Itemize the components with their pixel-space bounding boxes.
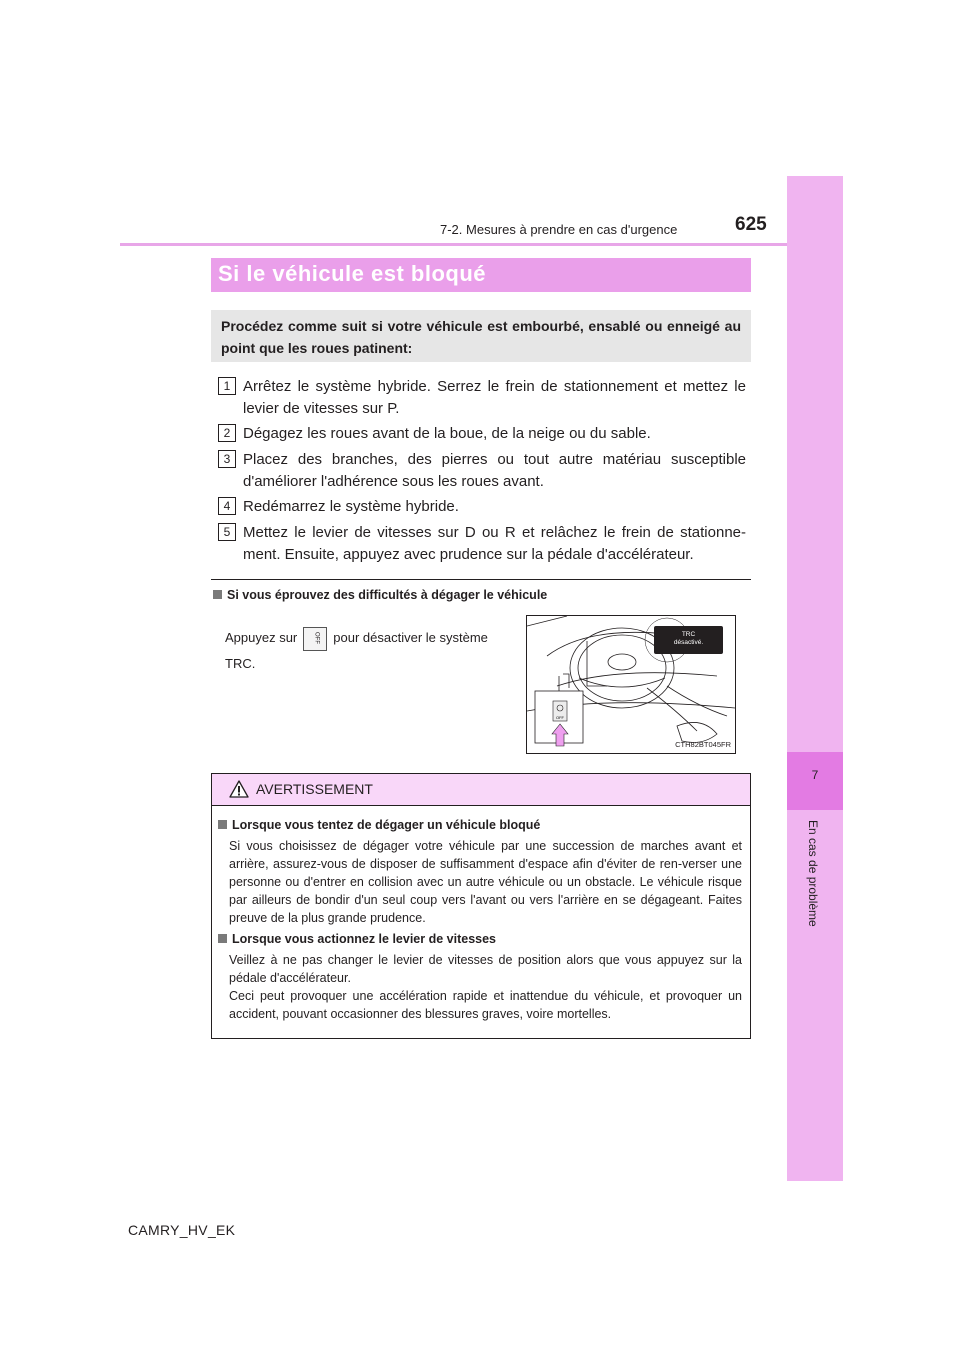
warning-box [211, 773, 751, 1039]
step-number-4: 4 [218, 497, 236, 515]
step-text-4: Redémarrez le système hybride. [243, 498, 459, 515]
step-text-2: Dégagez les roues avant de la boue, de la neige ou du sable. [243, 425, 651, 442]
warning-title: AVERTISSEMENT [256, 781, 373, 797]
step-number-2: 2 [218, 424, 236, 442]
step-text-3: Placez des branches, des pierres ou tout autre matériau susceptible d'améliorer l'adhérence sous les roues avant. [243, 451, 746, 490]
section-header: 7-2. Mesures à prendre en cas d'urgence [440, 222, 678, 237]
square-bullet-icon [218, 820, 227, 829]
chapter-title: En cas de problème [806, 820, 820, 927]
trc-instruction: Appuyez sur OFF pour désactiver le système TRC. [225, 625, 510, 677]
dashboard-illustration [526, 615, 736, 754]
illustration-switch-label: OFF [556, 715, 564, 720]
footer-model-code: CAMRY_HV_EK [128, 1222, 236, 1238]
step-number-1: 1 [218, 377, 236, 395]
warning-header [212, 774, 750, 806]
warning-item-1-heading: Lorsque vous tentez de dégager un véhicule bloqué [218, 818, 540, 832]
trc-display-message: TRC désactivé. [654, 626, 723, 654]
chapter-side-tab [787, 176, 843, 1181]
warning-item-2-text: Veillez à ne pas changer le levier de vitesses de position alors que vous appuyez sur la pédale d'accélérateur. Ceci peut provoquer une accélération rapide et inattendue du véhicule, et provoquer un accident, pouvant occasionner des blessures graves, voire mortelles. [229, 953, 742, 1021]
step-text-5: Mettez le levier de vitesses sur D ou R et relâchez le frein de stationne-ment. Ensuite, appuyez avec prudence sur la pédale d'accélérateur. [243, 524, 746, 563]
page-title: Si le véhicule est bloqué [211, 258, 751, 292]
intro-box: Procédez comme suit si votre véhicule est embourbé, ensablé ou enneigé au point que les roues patinent: [211, 310, 751, 362]
step-number-3: 3 [218, 450, 236, 468]
difficulty-heading: Si vous éprouvez des difficultés à dégager le véhicule [213, 588, 547, 602]
warning-item-2-heading: Lorsque vous actionnez le levier de vitesses [218, 932, 496, 946]
square-bullet-icon [218, 934, 227, 943]
section-divider [211, 579, 751, 580]
figure-code: CTH82BT045FR [675, 740, 731, 749]
page-number: 625 [735, 214, 767, 235]
step-number-5: 5 [218, 523, 236, 541]
chapter-number: 7 [811, 768, 819, 782]
step-text-1: Arrêtez le système hybride. Serrez le frein de stationnement et mettez le levier de vitesses sur P. [243, 378, 746, 417]
warning-triangle-icon [229, 780, 249, 798]
header-rule [120, 243, 787, 246]
warning-item-1-text: Si vous choisissez de dégager votre véhicule par une succession de marches avant et arrière, assurez-vous de disposer de suffisamment d'espace afin d'éviter de ren-verser une personne ou d'entrer en collision avec un autre véhicule ou un obstacle. Le véhicule risque par ailleurs de bondir d'un seul coup vers l'avant ou vers l'arrière en se dégageant. Faites preuve de la plus grande prudence. [229, 839, 742, 925]
square-bullet-icon [213, 590, 222, 599]
trc-off-switch-icon: OFF [303, 627, 327, 651]
